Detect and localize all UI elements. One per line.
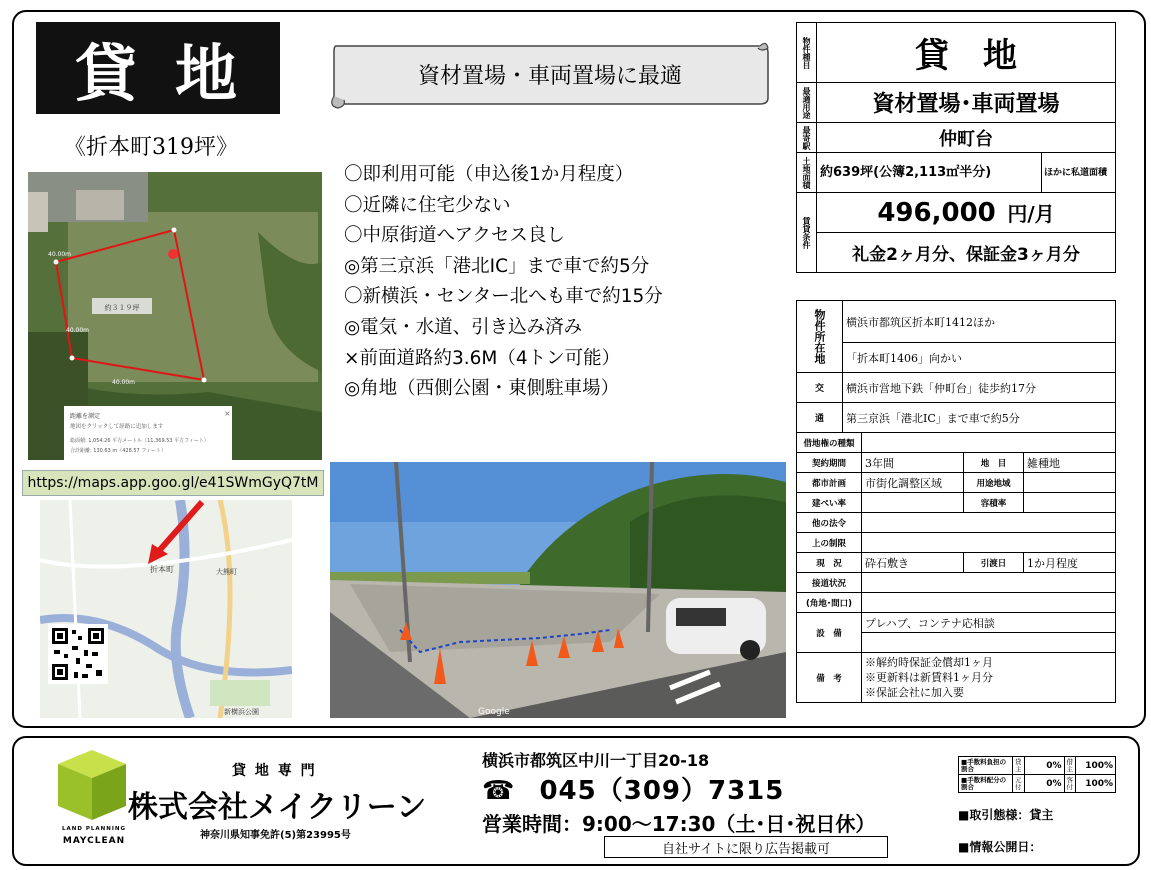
label-current: 現 況 xyxy=(797,553,862,573)
feature-item: 〇新横浜・センター北へも車で約15分 xyxy=(344,286,663,308)
label-period: 契約期間 xyxy=(797,453,862,473)
fee-r1-a-label: 貸主 xyxy=(1013,757,1025,775)
deal-type: ■取引態様：貸主 xyxy=(958,808,1054,822)
summary-table xyxy=(796,22,1116,273)
aerial-dim-bottom: 40.00m xyxy=(112,379,136,386)
site-photo xyxy=(330,462,786,718)
feature-list xyxy=(344,160,663,405)
aerial-popup-hint: 地図をクリックして経路に追加します xyxy=(70,424,164,430)
business-hours: 営業時間：9:00〜17:30（土･日･祝日休） xyxy=(482,812,876,836)
deposit-terms: 礼金2ヶ月分、保証金3ヶ月分 xyxy=(817,233,1116,273)
logo-line-2: MAYCLEAN xyxy=(62,836,126,846)
private-road-note: ほかに私道面積 xyxy=(1042,153,1116,193)
label-land: 地 目 xyxy=(964,453,1024,473)
feature-item: ◎角地（西側公園・東側駐車場） xyxy=(344,378,620,400)
company-address: 横浜市都筑区中川一丁目20-18 xyxy=(482,751,710,770)
label-traffic-1: 交 xyxy=(797,373,843,403)
traffic-1: 横浜市営地下鉄「仲町台」徒歩約17分 xyxy=(843,373,1116,403)
best-use: 資材置場･車両置場 xyxy=(817,83,1116,123)
feature-item: 〇即利用可能（申込後1か月程度） xyxy=(344,164,634,185)
map-label-daikuma: 大熊町 xyxy=(216,568,237,576)
fee-r2-a: 0% xyxy=(1024,775,1064,793)
feature-item: ◎第三京浜「港北IC」まで車で約5分 xyxy=(344,255,650,277)
current-state: 砕石敷き xyxy=(862,553,964,573)
label-other-law: 他の法令 xyxy=(797,513,862,533)
title-char-1: 貸 xyxy=(74,36,141,110)
note-item: ※保証会社に加入要 xyxy=(865,686,965,699)
logo-line-1: LAND PLANNING xyxy=(61,826,126,832)
label-notes: 備 考 xyxy=(797,653,862,703)
fee-table xyxy=(958,756,1116,793)
feature-item: 〇近隣に住宅少ない xyxy=(344,194,511,216)
phone-number[interactable]: 045（309）7315 xyxy=(539,776,785,806)
subtitle: 《折本町319坪》 xyxy=(64,135,238,160)
label-area: 土地面積 xyxy=(797,153,817,193)
label-lease-type: 借地権の種類 xyxy=(797,433,862,453)
fee-r2-b: 100% xyxy=(1076,775,1116,793)
location-map xyxy=(40,500,292,718)
feature-item: ◎電気・水道、引き込み済み xyxy=(344,316,583,338)
title-box xyxy=(36,22,280,114)
aerial-popup-title: 距離を測定 xyxy=(70,413,101,420)
label-use: 最適用途 xyxy=(797,83,817,123)
location: 横浜市都筑区折本町1412ほか xyxy=(843,301,1116,343)
google-watermark: Google xyxy=(478,707,510,717)
map-label-park: 新横浜公園 xyxy=(224,708,259,716)
ad-note: 自社サイトに限り広告掲載可 xyxy=(604,836,888,858)
property-type: 貸 地 xyxy=(817,23,1116,83)
feature-item: 〇中原街道へアクセス良し xyxy=(344,225,565,247)
fee-r2-a-label: 元付 xyxy=(1013,775,1025,793)
city-planning: 市街化調整区域 xyxy=(862,473,964,493)
land-area: 約639坪(公簿2,113㎡半分) xyxy=(817,153,1042,193)
tagline: 貸 地 専 門 xyxy=(232,763,317,779)
aerial-dim-top: 40.00m xyxy=(48,251,72,258)
fee-label-1: ■手数料負担の割合 xyxy=(959,757,1013,775)
fee-r1-b-label: 借主 xyxy=(1064,757,1076,775)
fee-r1-b: 100% xyxy=(1076,757,1116,775)
license-number: 神奈川県知事免許(5)第23995号 xyxy=(200,830,351,841)
fee-label-2: ■手数料配分の割合 xyxy=(959,775,1013,793)
label-type: 物件種目 xyxy=(797,23,817,83)
label-location: 物件所在地 xyxy=(797,301,843,373)
location-landmark: 「折本町1406」向かい xyxy=(843,343,1116,373)
label-station: 最寄駅 xyxy=(797,123,817,153)
aerial-photo xyxy=(28,172,322,460)
note-item: ※解約時保証金償却1ヶ月 xyxy=(865,656,994,669)
publish-date: ■情報公開日： xyxy=(958,840,1042,854)
details-table xyxy=(796,300,1116,703)
label-traffic-2: 通 xyxy=(797,403,843,433)
aerial-dim-left: 40.00m xyxy=(66,327,90,334)
aerial-popup-dist: 合計距離: 130.63 m（428.57 フィート） xyxy=(70,448,166,454)
traffic-2: 第三京浜「港北IC」まで車で約5分 xyxy=(843,403,1116,433)
label-far: 容積率 xyxy=(964,493,1024,513)
rent-unit: 円/月 xyxy=(1007,201,1055,226)
label-limit: 上の制限 xyxy=(797,533,862,553)
label-city: 都市計画 xyxy=(797,473,862,493)
label-rent: 賃貸条件 xyxy=(797,193,817,273)
label-equip: 設 備 xyxy=(797,613,862,653)
aerial-popup-area: 総面積: 1,054.26 平方メートル（11,369.53 平方フィート） xyxy=(70,438,209,444)
handover: 1か月程度 xyxy=(1024,553,1116,573)
aerial-area-label: 約３１９坪 xyxy=(104,304,140,312)
land-category: 雑種地 xyxy=(1024,453,1116,473)
map-url-link[interactable]: https://maps.app.goo.gl/e41SWmGyQ7tM xyxy=(22,470,324,496)
feature-item: ×前面道路約3.6M（4トン可能） xyxy=(344,347,621,369)
label-zone: 用途地域 xyxy=(964,473,1024,493)
map-label-orimoto: 折本町 xyxy=(150,565,174,574)
aerial-illustration xyxy=(28,172,322,460)
period: 3年間 xyxy=(862,453,964,473)
note-item: ※更新料は新賃料1ヶ月分 xyxy=(865,671,994,684)
nearest-station: 仲町台 xyxy=(817,123,1116,153)
label-road: 接道状況 xyxy=(797,573,862,593)
site-photo-illustration xyxy=(330,462,786,718)
map-illustration xyxy=(40,500,292,718)
fee-r2-b-label: 客付 xyxy=(1064,775,1076,793)
banner-text: 資材置場・車両置場に最適 xyxy=(417,63,682,89)
label-corner: (角地･間口) xyxy=(797,593,862,613)
label-bcr: 建ぺい率 xyxy=(797,493,862,513)
rent-value: 496,000 xyxy=(877,197,996,228)
title-char-2: 地 xyxy=(174,36,241,110)
phone-icon: ☎ xyxy=(482,776,516,806)
fee-r1-a: 0% xyxy=(1024,757,1064,775)
company-name: 株式会社メイクリーン xyxy=(128,790,427,825)
label-handover: 引渡日 xyxy=(964,553,1024,573)
company-logo-icon xyxy=(52,744,132,824)
close-icon[interactable]: × xyxy=(224,409,231,418)
equipment: プレハブ、コンテナ応相談 xyxy=(862,613,1116,633)
